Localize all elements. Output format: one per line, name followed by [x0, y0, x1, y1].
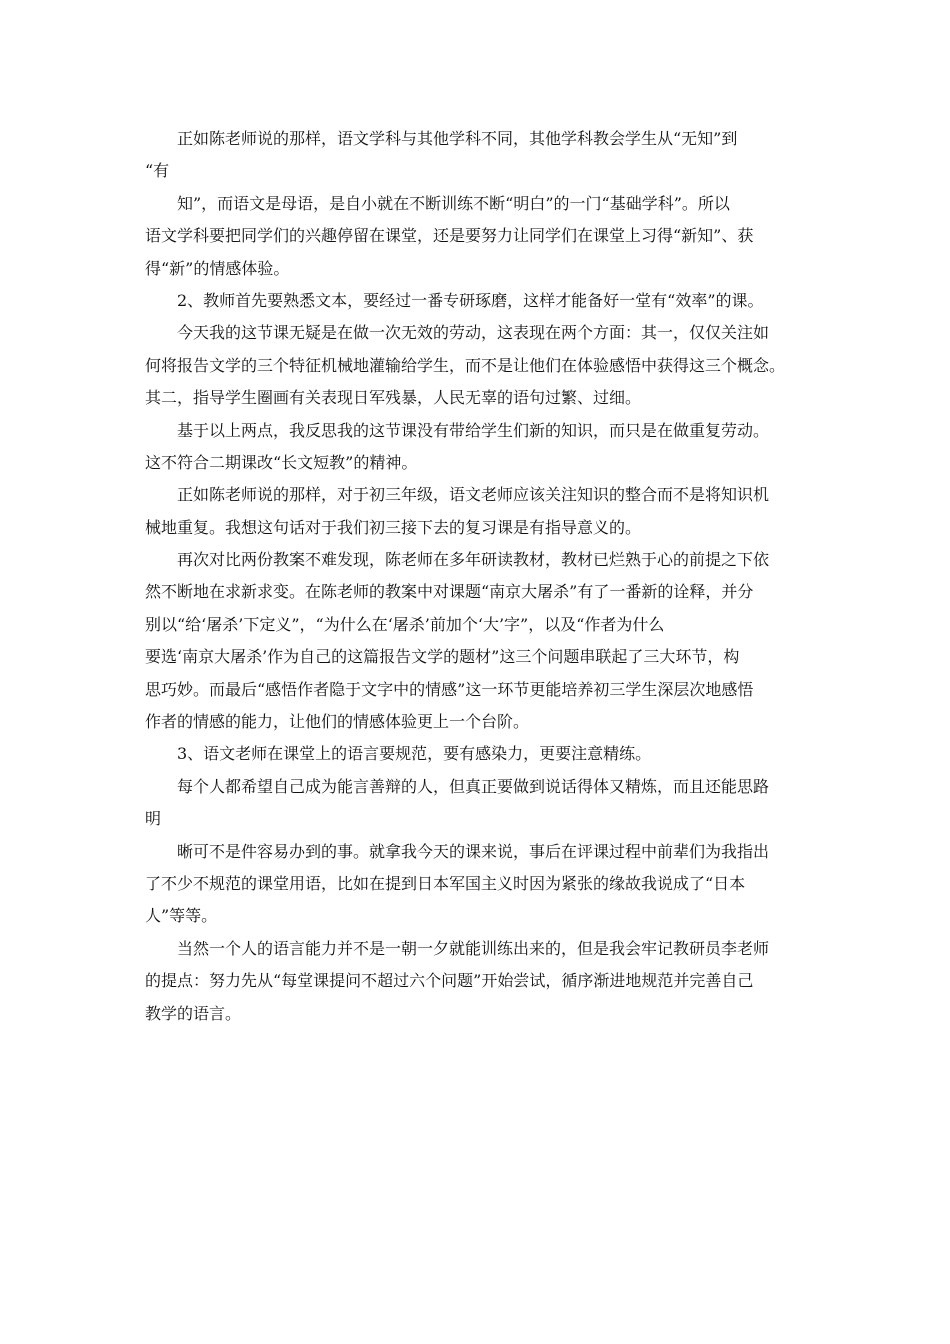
paragraph-line: 正如陈老师说的那样，语文学科与其他学科不同，其他学科教会学生从“无知”到 [177, 129, 738, 148]
paragraph-line: 别以“给‘屠杀’下定义”，“为什么在‘屠杀’前加个‘大’字”，以及“作者为什么 [145, 614, 665, 634]
paragraph-line: 何将报告文学的三个特征机械地灌输给学生，而不是让他们在体验感悟中获得这三个概念。 [145, 355, 786, 375]
document-body [145, 123, 825, 1030]
paragraph-line: 正如陈老师说的那样，对于初三年级，语文老师应该关注知识的整合而不是将知识机 [177, 485, 770, 505]
paragraph-line: 3、语文老师在课堂上的语言要规范，要有感染力，更要注意精练。 [177, 744, 652, 764]
paragraph-line: 每个人都希望自己成为能言善辩的人，但真正要做到说话得体又精炼，而且还能思路 [177, 776, 770, 796]
paragraph-line: 基于以上两点，我反思我的这节课没有带给学生们新的知识，而只是在做重复劳动。 [177, 420, 770, 440]
paragraph-line: 明 [145, 809, 162, 829]
paragraph-line: 其二，指导学生圈画有关表现日军残暴，人民无辜的语句过繁、过细。 [145, 388, 642, 408]
paragraph-line: 的提点：努力先从“每堂课提问不超过六个问题”开始尝试，循序渐进地规范并完善自己 [145, 971, 754, 991]
paragraph-line: 人”等等。 [145, 906, 218, 926]
paragraph-line: 思巧妙。而最后“感悟作者隐于文字中的情感”这一环节更能培养初三学生深层次地感悟 [145, 679, 754, 699]
paragraph-line: 这不符合二期课改“长文短教”的精神。 [145, 452, 418, 472]
paragraph-line: “有 [145, 161, 170, 181]
paragraph-line: 当然一个人的语言能力并不是一朝一夕就能训练出来的，但是我会牢记教研员李老师 [177, 938, 770, 958]
paragraph-line: 今天我的这节课无疑是在做一次无效的劳动，这表现在两个方面：其一，仅仅关注如 [177, 323, 770, 343]
paragraph-line: 作者的情感的能力，让他们的情感体验更上一个台阶。 [145, 712, 530, 732]
paragraph-line: 械地重复。我想这句话对于我们初三接下去的复习课是有指导意义的。 [145, 517, 642, 537]
paragraph-line: 教学的语言。 [145, 1003, 242, 1023]
paragraph-line: 要选‘南京大屠杀’作为自己的这篇报告文学的题材”这三个问题串联起了三大环节，构 [145, 647, 740, 667]
paragraph-line: 语文学科要把同学们的兴趣停留在课堂，还是要努力让同学们在课堂上习得“新知”、获 [145, 226, 754, 246]
paragraph-line: 晰可不是件容易办到的事。就拿我今天的课来说，事后在评课过程中前辈们为我指出 [177, 841, 770, 861]
paragraph-line: 然不断地在求新求变。在陈老师的教案中对课题“南京大屠杀”有了一番新的诠释，并分 [145, 582, 754, 602]
paragraph-line: 再次对比两份教案不难发现，陈老师在多年研读教材，教材已烂熟于心的前提之下依 [177, 550, 770, 570]
paragraph-line: 得“新”的情感体验。 [145, 258, 290, 278]
paragraph-line: 了不少不规范的课堂用语，比如在提到日本军国主义时因为紧张的缘故我说成了“日本 [145, 873, 746, 893]
paragraph-line: 知”，而语文是母语，是自小就在不断训练不断“明白”的一门“基础学科”。所以 [177, 193, 730, 213]
paragraph-line: 2、教师首先要熟悉文本，要经过一番专研琢磨，这样才能备好一堂有“效率”的课。 [177, 290, 764, 310]
